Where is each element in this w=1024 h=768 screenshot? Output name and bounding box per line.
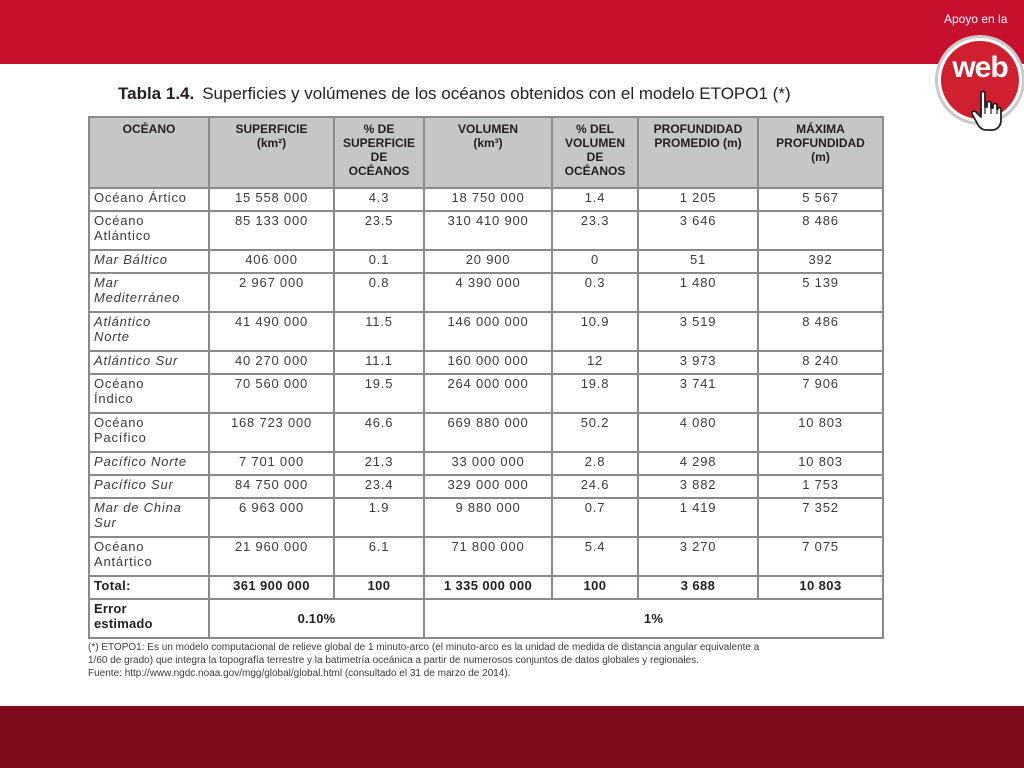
data-cell: 1 205: [638, 188, 758, 211]
data-cell: 4.3: [334, 188, 424, 211]
data-cell: 51: [638, 250, 758, 273]
data-cell: 40 270 000: [209, 351, 334, 374]
data-cell: 24.6: [552, 475, 638, 498]
total-cell: 3 688: [638, 576, 758, 599]
total-cell: 100: [552, 576, 638, 599]
text-line: SUPERFICIE: [342, 136, 415, 150]
text-line: VOLUMEN: [458, 122, 518, 136]
text-line: OCÉANOS: [348, 164, 410, 178]
data-cell: 12: [552, 351, 638, 374]
data-cell: 84 750 000: [209, 475, 334, 498]
data-cell: 23.5: [334, 211, 424, 250]
data-cell: 18 750 000: [424, 188, 552, 211]
data-cell: 1 753: [758, 475, 883, 498]
data-cell: 2.8: [552, 452, 638, 475]
text-line: Océano: [94, 213, 145, 228]
data-cell: 406 000: [209, 250, 334, 273]
text-line: Antártico: [94, 554, 153, 569]
data-cell: 19.8: [552, 374, 638, 413]
data-cell: 23.3: [552, 211, 638, 250]
data-cell: 160 000 000: [424, 351, 552, 374]
footnote: [88, 641, 882, 680]
table-row: [89, 475, 883, 498]
data-cell: 11.1: [334, 351, 424, 374]
data-cell: 7 075: [758, 537, 883, 576]
data-cell: 7 906: [758, 374, 883, 413]
data-cell: 1.9: [334, 498, 424, 537]
data-cell: 392: [758, 250, 883, 273]
text-line: Pacífico: [94, 430, 147, 445]
data-cell: 8 486: [758, 211, 883, 250]
text-line: SUPERFICIE: [235, 122, 308, 136]
data-cell: 85 133 000: [209, 211, 334, 250]
text-line: Océano: [94, 539, 145, 554]
text-line: (m): [811, 150, 830, 164]
data-cell: 2 967 000: [209, 273, 334, 312]
data-cell: 20 900: [424, 250, 552, 273]
text-line: (km²): [256, 136, 287, 150]
data-cell: 70 560 000: [209, 374, 334, 413]
text-line: Mar Báltico: [94, 252, 168, 267]
error-volume-cell: 1%: [424, 599, 883, 638]
footnote-line: 1/60 de grado) que integra la topografía terrestre y la batimetría oceánica a partir de numerosos conjuntos de datos globales y regionales.: [88, 655, 699, 666]
data-cell: 8 486: [758, 312, 883, 351]
data-cell: 1 480: [638, 273, 758, 312]
text-line: Sur: [94, 515, 117, 530]
text-line: Océano Ártico: [94, 190, 187, 205]
data-cell: 4 080: [638, 413, 758, 452]
table-title: [118, 84, 791, 104]
data-cell: 3 519: [638, 312, 758, 351]
text-line: Mar: [94, 275, 119, 290]
total-cell: 1 335 000 000: [424, 576, 552, 599]
text-line: PROFUNDIDAD: [776, 136, 865, 150]
column-header: [638, 117, 758, 188]
data-cell: 71 800 000: [424, 537, 552, 576]
top-banner: [0, 0, 1024, 64]
bottom-banner: [0, 706, 1024, 768]
oceans-table: [88, 116, 884, 639]
data-cell: 0.7: [552, 498, 638, 537]
data-cell: 5.4: [552, 537, 638, 576]
error-surface-cell: 0.10%: [209, 599, 424, 638]
text-line: Océano: [94, 415, 145, 430]
text-line: Mar de China: [94, 500, 182, 515]
text-line: Mediterráneo: [94, 290, 181, 305]
column-header: [334, 117, 424, 188]
data-cell: 41 490 000: [209, 312, 334, 351]
data-cell: 50.2: [552, 413, 638, 452]
table-caption: Superficies y volúmenes de los océanos obtenidos con el modelo ETOPO1 (*): [202, 84, 791, 103]
data-cell: 0.8: [334, 273, 424, 312]
text-line: Atlántico: [94, 228, 152, 243]
text-line: DE: [586, 150, 604, 164]
text-line: VOLUMEN: [565, 136, 625, 150]
data-cell: 3 973: [638, 351, 758, 374]
data-cell: 669 880 000: [424, 413, 552, 452]
data-cell: 168 723 000: [209, 413, 334, 452]
column-header: [552, 117, 638, 188]
data-cell: 19.5: [334, 374, 424, 413]
table-row: [89, 498, 883, 537]
data-cell: 3 882: [638, 475, 758, 498]
footnote-source: Fuente: http://www.ngdc.noaa.gov/mgg/global/global.html (consultado el 31 de marzo de 2014).: [88, 668, 511, 679]
data-cell: 10 803: [758, 413, 883, 452]
error-label: [89, 599, 209, 638]
data-cell: 10 803: [758, 452, 883, 475]
data-cell: 329 000 000: [424, 475, 552, 498]
text-line: DE: [370, 150, 388, 164]
table-header-row: [89, 117, 883, 188]
data-cell: 7 352: [758, 498, 883, 537]
data-cell: 9 880 000: [424, 498, 552, 537]
ocean-name-cell: [89, 452, 209, 475]
table-row: [89, 452, 883, 475]
data-cell: 1.4: [552, 188, 638, 211]
brand-tagline: Apoyo en la: [944, 12, 1008, 26]
ocean-name-cell: [89, 537, 209, 576]
data-cell: 23.4: [334, 475, 424, 498]
text-line: Error: [94, 601, 127, 616]
data-cell: 146 000 000: [424, 312, 552, 351]
table-row: [89, 374, 883, 413]
data-cell: 6.1: [334, 537, 424, 576]
data-cell: 7 701 000: [209, 452, 334, 475]
table-row: [89, 413, 883, 452]
text-line: MÁXIMA: [796, 122, 845, 136]
data-cell: 0.3: [552, 273, 638, 312]
text-line: Océano: [94, 376, 145, 391]
table-row: [89, 273, 883, 312]
table-number: Tabla 1.4.: [118, 84, 195, 103]
column-header: [89, 117, 209, 188]
ocean-name-cell: [89, 273, 209, 312]
pointer-hand-icon: [970, 90, 1002, 132]
text-line: Pacífico Sur: [94, 477, 174, 492]
column-header: [758, 117, 883, 188]
text-line: OCÉANO: [122, 122, 176, 136]
text-line: OCÉANOS: [564, 164, 626, 178]
total-row: [89, 576, 883, 599]
text-line: Atlántico: [94, 314, 152, 329]
table-row: [89, 312, 883, 351]
total-label: Total:: [89, 576, 209, 599]
data-cell: 5 139: [758, 273, 883, 312]
ocean-name-cell: [89, 312, 209, 351]
text-line: % DE: [363, 122, 395, 136]
text-line: estimado: [94, 616, 153, 631]
data-cell: 1 419: [638, 498, 758, 537]
footnote-line: (*) ETOPO1: Es un modelo computacional de relieve global de 1 minuto-arco (el minuto-arco es la unidad de medida de distancia angular equivalente a: [88, 642, 760, 653]
table-row: [89, 351, 883, 374]
ocean-name-cell: [89, 374, 209, 413]
data-cell: 10.9: [552, 312, 638, 351]
table-row: [89, 537, 883, 576]
data-cell: 264 000 000: [424, 374, 552, 413]
data-cell: 3 646: [638, 211, 758, 250]
data-cell: 310 410 900: [424, 211, 552, 250]
ocean-name-cell: [89, 351, 209, 374]
text-line: Índico: [94, 391, 134, 406]
data-cell: 8 240: [758, 351, 883, 374]
data-cell: 11.5: [334, 312, 424, 351]
logo-word: web: [952, 51, 1008, 84]
table-row: [89, 250, 883, 273]
ocean-name-cell: [89, 250, 209, 273]
ocean-name-cell: [89, 211, 209, 250]
text-line: Atlántico Sur: [94, 353, 179, 368]
table-row: [89, 211, 883, 250]
text-line: Norte: [94, 329, 130, 344]
data-cell: 3 270: [638, 537, 758, 576]
data-cell: 6 963 000: [209, 498, 334, 537]
data-cell: 3 741: [638, 374, 758, 413]
text-line: % DEL: [575, 122, 614, 136]
data-cell: 5 567: [758, 188, 883, 211]
data-cell: 4 298: [638, 452, 758, 475]
data-cell: 4 390 000: [424, 273, 552, 312]
ocean-name-cell: [89, 498, 209, 537]
ocean-name-cell: [89, 475, 209, 498]
data-cell: 46.6: [334, 413, 424, 452]
text-line: PROMEDIO (m): [654, 136, 742, 150]
data-cell: 0.1: [334, 250, 424, 273]
text-line: Pacífico Norte: [94, 454, 187, 469]
data-cell: 21.3: [334, 452, 424, 475]
total-cell: 10 803: [758, 576, 883, 599]
table-row: [89, 188, 883, 211]
total-cell: 361 900 000: [209, 576, 334, 599]
data-cell: 21 960 000: [209, 537, 334, 576]
data-cell: 15 558 000: [209, 188, 334, 211]
column-header: [209, 117, 334, 188]
total-cell: 100: [334, 576, 424, 599]
error-row: [89, 599, 883, 638]
column-header: [424, 117, 552, 188]
text-line: (km³): [473, 136, 503, 150]
data-cell: 33 000 000: [424, 452, 552, 475]
data-cell: 0: [552, 250, 638, 273]
ocean-name-cell: [89, 188, 209, 211]
text-line: PROFUNDIDAD: [653, 122, 743, 136]
ocean-name-cell: [89, 413, 209, 452]
